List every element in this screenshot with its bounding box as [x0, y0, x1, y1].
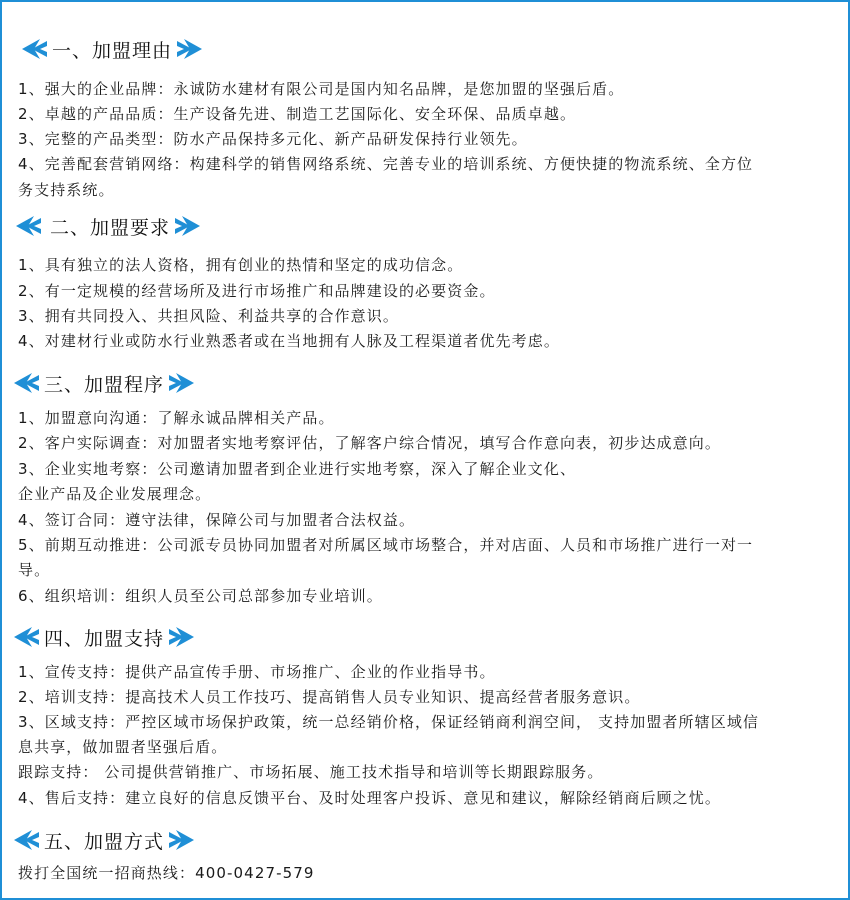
section-requirements — [0, 211, 850, 350]
chevron-left-icon — [12, 829, 40, 851]
text-line: 2、培训支持：提高技术人员工作技巧、提高销售人员专业知识、提高经营者服务意识。 — [18, 688, 641, 706]
text-line: 息共享，做加盟者坚强后盾。 — [18, 738, 228, 756]
section-heading — [0, 34, 850, 64]
text-line: 2、客户实际调查：对加盟者实地考察评估，了解客户综合情况，填写合作意向表，初步达成意向。 — [18, 434, 721, 452]
chevron-left-icon — [20, 38, 48, 60]
text-line: 1、强大的企业品牌：永诚防水建材有限公司是国内知名品牌，是您加盟的坚强后盾。 — [18, 80, 625, 98]
chevron-right-icon — [174, 215, 202, 237]
hotline-text: 拨打全国统一招商热线：400-0427-579 — [18, 864, 315, 882]
section-title: 四、加盟支持 — [44, 627, 165, 650]
text-line: 5、前期互动推进：公司派专员协同加盟者对所属区域市场整合，并对店面、人员和市场推广进行一对一 — [18, 536, 754, 554]
section-heading — [0, 622, 850, 652]
chevron-right-icon — [176, 38, 204, 60]
text-line: 1、宣传支持：提供产品宣传手册、市场推广、企业的作业指导书。 — [18, 663, 496, 681]
text-line: 3、完整的产品类型：防水产品保持多元化、新产品研发保持行业领先。 — [18, 130, 528, 148]
section-title: 二、加盟要求 — [50, 216, 171, 239]
section-procedure — [0, 368, 850, 605]
text-line: 4、对建材行业或防水行业熟悉者或在当地拥有人脉及工程渠道者优先考虑。 — [18, 332, 560, 350]
section-reasons — [0, 34, 850, 199]
section-title: 三、加盟程序 — [44, 373, 165, 396]
section-heading — [0, 825, 850, 855]
text-line: 3、拥有共同投入、共担风险、利益共享的合作意识。 — [18, 307, 399, 325]
chevron-right-icon — [168, 829, 196, 851]
text-line: 4、签订合同：遵守法律，保障公司与加盟者合法权益。 — [18, 511, 416, 529]
chevron-right-icon — [168, 626, 196, 648]
text-line: 务支持系统。 — [18, 181, 115, 199]
text-line: 4、完善配套营销网络：构建科学的销售网络系统、完善专业的培训系统、方便快捷的物流系统、全方位 — [18, 155, 754, 173]
chevron-left-icon — [12, 626, 40, 648]
text-line: 企业产品及企业发展理念。 — [18, 485, 212, 503]
section-contact — [0, 825, 850, 882]
text-line: 2、卓越的产品品质：生产设备先进、制造工艺国际化、安全环保、品质卓越。 — [18, 105, 577, 123]
text-line: 1、具有独立的法人资格，拥有创业的热情和坚定的成功信念。 — [18, 256, 464, 274]
chevron-left-icon — [12, 372, 40, 394]
chevron-left-icon — [14, 215, 42, 237]
chevron-right-icon — [168, 372, 196, 394]
text-line: 6、组织培训：组织人员至公司总部参加专业培训。 — [18, 587, 383, 605]
text-line: 跟踪支持： 公司提供营销推广、市场拓展、施工技术指导和培训等长期跟踪服务。 — [18, 763, 604, 781]
text-line: 4、售后支持：建立良好的信息反馈平台、及时处理客户投诉、意见和建议，解除经销商后顾之忧。 — [18, 789, 721, 807]
section-heading — [0, 368, 850, 398]
text-line: 导。 — [18, 561, 51, 579]
section-title: 一、加盟理由 — [52, 39, 173, 62]
section-title: 五、加盟方式 — [44, 830, 165, 853]
text-line: 3、企业实地考察：公司邀请加盟者到企业进行实地考察，深入了解企业文化、 — [18, 460, 577, 478]
section-heading — [0, 211, 850, 241]
section-support — [0, 622, 850, 807]
text-line: 2、有一定规模的经营场所及进行市场推广和品牌建设的必要资金。 — [18, 282, 496, 300]
text-line: 1、加盟意向沟通：了解永诚品牌相关产品。 — [18, 409, 335, 427]
text-line: 3、区域支持：严控区域市场保护政策，统一总经销价格，保证经销商利润空间， 支持加盟者所辖区域信 — [18, 713, 760, 731]
